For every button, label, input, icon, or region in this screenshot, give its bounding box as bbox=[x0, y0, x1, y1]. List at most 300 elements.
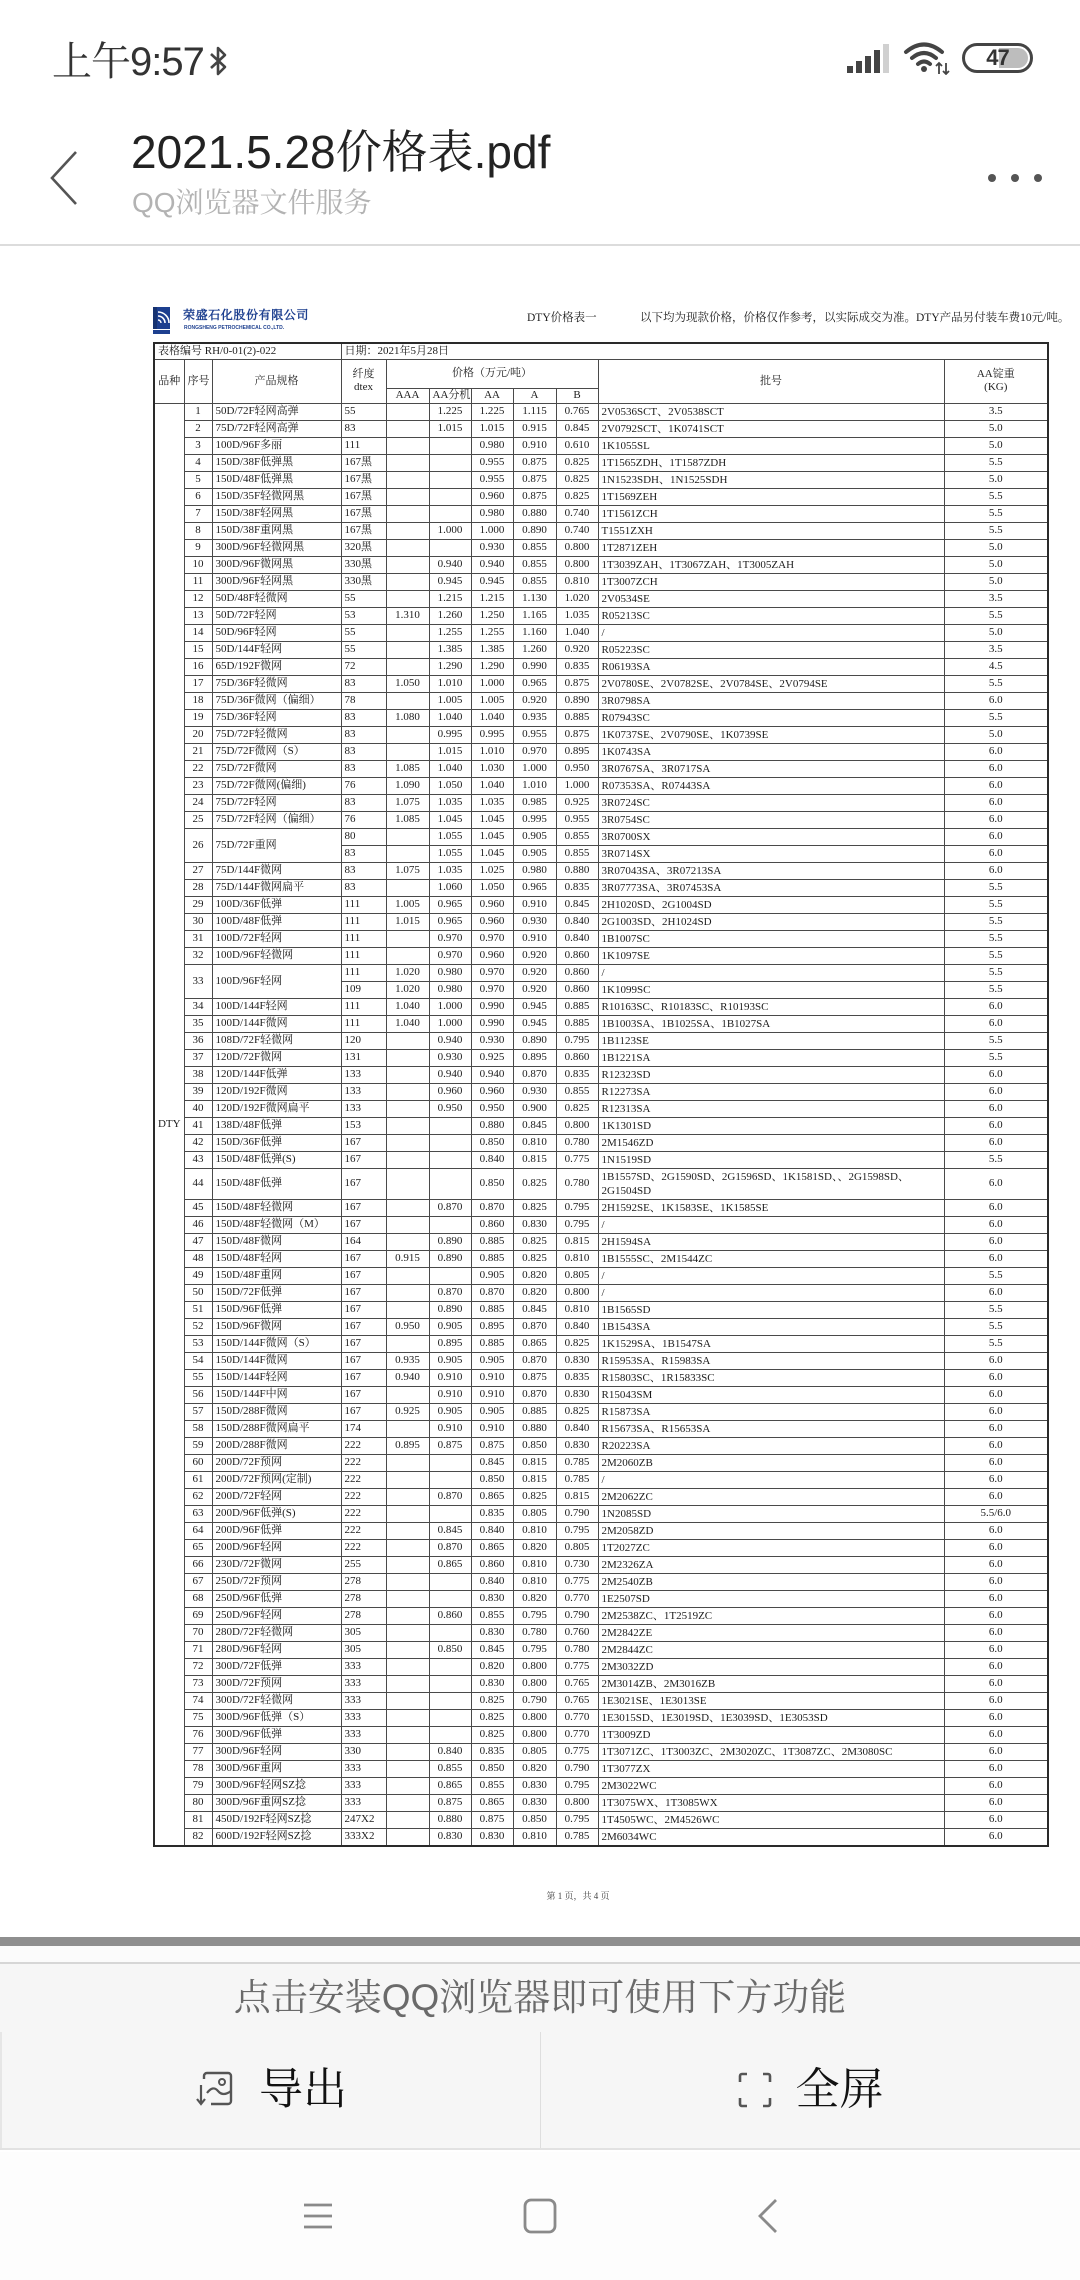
price-aaa-cell bbox=[386, 1607, 429, 1624]
price-a-cell: 0.915 bbox=[513, 420, 556, 437]
price-aa-cell: 0.830 bbox=[471, 1675, 513, 1692]
price-b-cell: 0.805 bbox=[556, 1539, 598, 1556]
row-number-cell: 70 bbox=[184, 1624, 212, 1641]
price-a-cell: 0.825 bbox=[513, 1168, 556, 1199]
status-time: 上午9:57 bbox=[52, 40, 204, 84]
price-aa-split-cell: 1.260 bbox=[429, 607, 471, 624]
batch-number-cell: 2M2060ZB bbox=[598, 1454, 944, 1471]
dtex-cell: 174 bbox=[341, 1420, 386, 1437]
batch-number-cell: 1K0743SA bbox=[598, 743, 944, 760]
price-aaa-cell bbox=[386, 556, 429, 573]
price-a-cell: 0.900 bbox=[513, 1100, 556, 1117]
row-number-cell: 31 bbox=[184, 930, 212, 947]
dtex-cell: 320黑 bbox=[341, 539, 386, 556]
product-spec-cell: 100D/36F低弹 bbox=[212, 896, 341, 913]
price-a-cell: 0.800 bbox=[513, 1675, 556, 1692]
batch-number-cell: / bbox=[598, 1267, 944, 1284]
price-a-cell: 0.845 bbox=[513, 1117, 556, 1134]
price-b-cell: 0.825 bbox=[556, 488, 598, 505]
price-a-cell: 0.870 bbox=[513, 1352, 556, 1369]
dtex-cell: 167 bbox=[341, 1168, 386, 1199]
aa-bobbin-weight-cell: 5.5 bbox=[944, 947, 1048, 964]
table-row bbox=[154, 930, 1048, 947]
aa-bobbin-weight-cell: 6.0 bbox=[944, 743, 1048, 760]
price-aa-split-cell: 1.000 bbox=[429, 998, 471, 1015]
price-b-cell: 0.790 bbox=[556, 1607, 598, 1624]
batch-number-cell: 1N1519SD bbox=[598, 1151, 944, 1168]
price-b-cell: 0.780 bbox=[556, 1168, 598, 1199]
price-b-cell: 0.885 bbox=[556, 1015, 598, 1032]
price-aaa-cell bbox=[386, 624, 429, 641]
product-spec-cell: 150D/144F中网 bbox=[212, 1386, 341, 1403]
dtex-cell: 167黑 bbox=[341, 454, 386, 471]
batch-number-cell: 1T3007ZCH bbox=[598, 573, 944, 590]
aa-bobbin-weight-cell: 5.5 bbox=[944, 1049, 1048, 1066]
batch-number-cell: R15673SA、R15653SA bbox=[598, 1420, 944, 1437]
dtex-cell: 83 bbox=[341, 879, 386, 896]
product-spec-cell: 75D/144F微网扁平 bbox=[212, 879, 341, 896]
dtex-cell: 305 bbox=[341, 1641, 386, 1658]
product-spec-cell: 150D/48F低弹 bbox=[212, 1168, 341, 1199]
price-b-cell: 0.795 bbox=[556, 1199, 598, 1216]
table-row bbox=[154, 1437, 1048, 1454]
aa-bobbin-weight-cell: 5.0 bbox=[944, 624, 1048, 641]
battery-level-text: 47 bbox=[986, 45, 1009, 70]
price-a-cell: 0.920 bbox=[513, 947, 556, 964]
price-a-cell: 0.920 bbox=[513, 692, 556, 709]
aa-bobbin-weight-cell: 6.0 bbox=[944, 1284, 1048, 1301]
dtex-cell: 55 bbox=[341, 590, 386, 607]
aa-bobbin-weight-cell: 6.0 bbox=[944, 1420, 1048, 1437]
aa-bobbin-weight-cell: 5.5 bbox=[944, 896, 1048, 913]
price-aaa-cell bbox=[386, 1420, 429, 1437]
price-aa-split-cell: 0.910 bbox=[429, 1386, 471, 1403]
price-a-cell: 0.830 bbox=[513, 1216, 556, 1233]
price-b-cell: 0.890 bbox=[556, 692, 598, 709]
price-b-cell: 0.730 bbox=[556, 1556, 598, 1573]
price-b-cell: 0.825 bbox=[556, 454, 598, 471]
dtex-cell: 247X2 bbox=[341, 1811, 386, 1828]
aa-bobbin-weight-cell: 5.5 bbox=[944, 879, 1048, 896]
product-spec-cell: 150D/48F轻微网（M） bbox=[212, 1216, 341, 1233]
product-spec-cell: 150D/144F微网（S） bbox=[212, 1335, 341, 1352]
export-button[interactable] bbox=[0, 2032, 540, 2148]
dtex-cell: 83 bbox=[341, 760, 386, 777]
dtex-cell: 83 bbox=[341, 794, 386, 811]
price-a-cell: 0.870 bbox=[513, 1066, 556, 1083]
price-aa-cell: 1.045 bbox=[471, 811, 513, 828]
product-spec-cell: 120D/144F低弹 bbox=[212, 1066, 341, 1083]
table-row bbox=[154, 1794, 1048, 1811]
table-row bbox=[154, 1403, 1048, 1420]
column-header-batch: 批号 bbox=[598, 359, 944, 403]
table-row bbox=[154, 896, 1048, 913]
product-spec-cell: 300D/96F微网黑 bbox=[212, 556, 341, 573]
price-b-cell: 0.800 bbox=[556, 1117, 598, 1134]
column-header-no: 序号 bbox=[184, 359, 212, 403]
price-b-cell: 0.795 bbox=[556, 1216, 598, 1233]
product-spec-cell: 75D/36F微网（偏细） bbox=[212, 692, 341, 709]
home-button[interactable] bbox=[510, 2192, 570, 2240]
price-b-cell: 0.860 bbox=[556, 947, 598, 964]
dtex-cell: 83 bbox=[341, 726, 386, 743]
price-aaa-cell bbox=[386, 1726, 429, 1743]
aa-bobbin-weight-cell: 6.0 bbox=[944, 1199, 1048, 1216]
price-aa-cell: 0.930 bbox=[471, 1032, 513, 1049]
batch-number-cell: 2M2062ZC bbox=[598, 1488, 944, 1505]
aa-bobbin-weight-cell: 6.0 bbox=[944, 1641, 1048, 1658]
price-a-cell: 0.810 bbox=[513, 1134, 556, 1151]
dtex-cell: 167 bbox=[341, 1250, 386, 1267]
dtex-cell: 333 bbox=[341, 1658, 386, 1675]
product-spec-cell: 75D/72F微网（S） bbox=[212, 743, 341, 760]
table-row bbox=[154, 437, 1048, 454]
price-aa-cell: 1.025 bbox=[471, 862, 513, 879]
aa-bobbin-weight-cell: 6.0 bbox=[944, 828, 1048, 845]
price-aa-cell: 1.005 bbox=[471, 692, 513, 709]
batch-number-cell: / bbox=[598, 624, 944, 641]
price-aa-split-cell: 0.895 bbox=[429, 1335, 471, 1352]
aa-bobbin-weight-cell: 6.0 bbox=[944, 1828, 1048, 1846]
price-b-cell: 0.785 bbox=[556, 1828, 598, 1846]
table-row bbox=[154, 1032, 1048, 1049]
table-row bbox=[154, 1199, 1048, 1216]
table-row bbox=[154, 1369, 1048, 1386]
row-number-cell: 34 bbox=[184, 998, 212, 1015]
price-aa-cell: 0.830 bbox=[471, 1828, 513, 1846]
aa-bobbin-weight-cell: 6.0 bbox=[944, 1760, 1048, 1777]
table-row bbox=[154, 1318, 1048, 1335]
price-b-cell: 0.610 bbox=[556, 437, 598, 454]
price-aa-cell: 0.955 bbox=[471, 454, 513, 471]
price-a-cell: 0.820 bbox=[513, 1267, 556, 1284]
price-aa-split-cell: 0.870 bbox=[429, 1284, 471, 1301]
more-options-button[interactable] bbox=[982, 164, 1048, 192]
product-spec-cell: 250D/72F预网 bbox=[212, 1573, 341, 1590]
price-aaa-cell bbox=[386, 1590, 429, 1607]
price-b-cell: 0.860 bbox=[556, 964, 598, 981]
price-aaa-cell bbox=[386, 692, 429, 709]
table-row bbox=[154, 1471, 1048, 1488]
table-row bbox=[154, 811, 1048, 828]
price-a-cell: 0.805 bbox=[513, 1743, 556, 1760]
price-aaa-cell bbox=[386, 1641, 429, 1658]
price-aa-cell: 1.035 bbox=[471, 794, 513, 811]
price-a-cell: 0.990 bbox=[513, 658, 556, 675]
table-row bbox=[154, 1505, 1048, 1522]
aa-bobbin-weight-cell: 5.5 bbox=[944, 675, 1048, 692]
price-aa-split-cell bbox=[429, 1471, 471, 1488]
price-aa-cell: 0.865 bbox=[471, 1794, 513, 1811]
aa-bobbin-weight-cell: 3.5 bbox=[944, 641, 1048, 658]
price-aa-cell: 0.885 bbox=[471, 1335, 513, 1352]
price-aa-cell: 1.010 bbox=[471, 743, 513, 760]
column-header-weight-unit: (KG) bbox=[984, 381, 1008, 393]
install-prompt[interactable]: 点击安装QQ浏览器即可使用下方功能 bbox=[233, 1977, 847, 2018]
row-number-cell: 64 bbox=[184, 1522, 212, 1539]
price-aa-split-cell: 0.910 bbox=[429, 1369, 471, 1386]
price-a-cell: 0.930 bbox=[513, 913, 556, 930]
price-aa-cell: 0.870 bbox=[471, 1284, 513, 1301]
price-b-cell: 0.760 bbox=[556, 1624, 598, 1641]
table-row bbox=[154, 1624, 1048, 1641]
product-spec-cell: 150D/38F低弹黑 bbox=[212, 454, 341, 471]
batch-number-cell: 3R07773SA、3R07453SA bbox=[598, 879, 944, 896]
aa-bobbin-weight-cell: 6.0 bbox=[944, 1066, 1048, 1083]
price-a-cell: 0.830 bbox=[513, 1777, 556, 1794]
feature-panel bbox=[0, 1964, 1080, 2150]
price-aaa-cell: 1.040 bbox=[386, 998, 429, 1015]
dtex-cell: 55 bbox=[341, 641, 386, 658]
price-aa-cell: 0.875 bbox=[471, 1437, 513, 1454]
aa-bobbin-weight-cell: 5.0 bbox=[944, 471, 1048, 488]
price-aa-split-cell bbox=[429, 1692, 471, 1709]
aa-bobbin-weight-cell: 5.5 bbox=[944, 1151, 1048, 1168]
dtex-cell: 133 bbox=[341, 1066, 386, 1083]
price-aa-split-cell bbox=[429, 1134, 471, 1151]
product-spec-cell: 120D/192F微网扁平 bbox=[212, 1100, 341, 1117]
price-aaa-cell bbox=[386, 1216, 429, 1233]
dtex-cell: 111 bbox=[341, 896, 386, 913]
product-spec-cell: 100D/48F低弹 bbox=[212, 913, 341, 930]
batch-number-cell: R12323SD bbox=[598, 1066, 944, 1083]
price-aaa-cell: 1.015 bbox=[386, 913, 429, 930]
table-row bbox=[154, 1556, 1048, 1573]
row-number-cell: 18 bbox=[184, 692, 212, 709]
product-spec-cell: 200D/72F预网 bbox=[212, 1454, 341, 1471]
aa-bobbin-weight-cell: 5.5 bbox=[944, 1032, 1048, 1049]
price-aa-cell: 0.970 bbox=[471, 981, 513, 998]
batch-number-cell: 1T2027ZC bbox=[598, 1539, 944, 1556]
table-row bbox=[154, 590, 1048, 607]
row-number-cell: 52 bbox=[184, 1318, 212, 1335]
aa-bobbin-weight-cell: 6.0 bbox=[944, 1386, 1048, 1403]
price-a-cell: 0.845 bbox=[513, 1301, 556, 1318]
batch-number-cell: R12273SA bbox=[598, 1083, 944, 1100]
batch-number-cell: 1T3039ZAH、1T3067ZAH、1T3005ZAH bbox=[598, 556, 944, 573]
price-b-cell: 0.775 bbox=[556, 1573, 598, 1590]
row-number-cell: 42 bbox=[184, 1134, 212, 1151]
price-aaa-cell bbox=[386, 1117, 429, 1134]
product-spec-cell: 200D/96F低弹(S) bbox=[212, 1505, 341, 1522]
price-a-cell: 0.800 bbox=[513, 1726, 556, 1743]
row-number-cell: 44 bbox=[184, 1168, 212, 1199]
price-a-cell: 0.905 bbox=[513, 845, 556, 862]
price-a-cell: 0.790 bbox=[513, 1692, 556, 1709]
price-b-cell: 0.795 bbox=[556, 1811, 598, 1828]
price-aa-cell: 0.830 bbox=[471, 1624, 513, 1641]
price-a-cell: 0.910 bbox=[513, 437, 556, 454]
table-row bbox=[154, 1233, 1048, 1250]
price-aa-cell: 1.030 bbox=[471, 760, 513, 777]
row-number-cell: 19 bbox=[184, 709, 212, 726]
dtex-cell: 167 bbox=[341, 1199, 386, 1216]
table-row bbox=[154, 675, 1048, 692]
system-back-button[interactable] bbox=[738, 2192, 798, 2240]
price-aa-cell: 1.000 bbox=[471, 675, 513, 692]
table-row bbox=[154, 964, 1048, 981]
price-aaa-cell bbox=[386, 947, 429, 964]
form-number: 表格编号 RH/0-01(2)-022 bbox=[154, 343, 341, 359]
price-b-cell: 0.825 bbox=[556, 1335, 598, 1352]
price-a-cell: 0.815 bbox=[513, 1454, 556, 1471]
price-aa-cell: 0.970 bbox=[471, 930, 513, 947]
aa-bobbin-weight-cell: 5.0 bbox=[944, 437, 1048, 454]
price-aa-split-cell: 1.010 bbox=[429, 675, 471, 692]
product-spec-cell: 100D/144F轻网 bbox=[212, 998, 341, 1015]
price-aa-cell: 0.840 bbox=[471, 1573, 513, 1590]
dtex-cell: 120 bbox=[341, 1032, 386, 1049]
price-aa-cell: 0.930 bbox=[471, 539, 513, 556]
price-aa-split-cell: 1.015 bbox=[429, 420, 471, 437]
fullscreen-button[interactable] bbox=[540, 2032, 1080, 2148]
price-aaa-cell bbox=[386, 1539, 429, 1556]
dtex-cell: 83 bbox=[341, 845, 386, 862]
dtex-cell: 167 bbox=[341, 1352, 386, 1369]
price-a-cell: 0.870 bbox=[513, 1386, 556, 1403]
dtex-cell: 222 bbox=[341, 1505, 386, 1522]
batch-number-cell: 2V0536SCT、2V0538SCT bbox=[598, 403, 944, 420]
aa-bobbin-weight-cell: 6.0 bbox=[944, 862, 1048, 879]
price-b-cell: 0.765 bbox=[556, 403, 598, 420]
product-spec-cell: 150D/38F轻网黑 bbox=[212, 505, 341, 522]
price-aa-cell: 0.885 bbox=[471, 1233, 513, 1250]
table-row bbox=[154, 726, 1048, 743]
price-aaa-cell bbox=[386, 1100, 429, 1117]
product-spec-cell: 280D/72F轻微网 bbox=[212, 1624, 341, 1641]
dtex-cell: 167 bbox=[341, 1386, 386, 1403]
table-row bbox=[154, 573, 1048, 590]
row-number-cell: 49 bbox=[184, 1267, 212, 1284]
batch-number-cell: 2M1546ZD bbox=[598, 1134, 944, 1151]
product-spec-cell: 138D/48F低弹 bbox=[212, 1117, 341, 1134]
product-spec-cell: 200D/96F低弹 bbox=[212, 1522, 341, 1539]
price-aa-split-cell: 1.005 bbox=[429, 692, 471, 709]
row-number-cell: 20 bbox=[184, 726, 212, 743]
price-aa-cell: 0.905 bbox=[471, 1352, 513, 1369]
home-square-icon bbox=[523, 2198, 557, 2234]
product-spec-cell: 100D/96F多丽 bbox=[212, 437, 341, 454]
price-a-cell: 0.935 bbox=[513, 709, 556, 726]
table-row bbox=[154, 913, 1048, 930]
price-b-cell: 0.840 bbox=[556, 913, 598, 930]
table-row bbox=[154, 1134, 1048, 1151]
price-a-cell: 0.910 bbox=[513, 930, 556, 947]
price-a-cell: 0.820 bbox=[513, 1760, 556, 1777]
back-button[interactable] bbox=[40, 146, 88, 210]
dtex-cell: 83 bbox=[341, 743, 386, 760]
row-number-cell: 59 bbox=[184, 1437, 212, 1454]
price-aa-split-cell: 0.840 bbox=[429, 1743, 471, 1760]
dtex-cell: 111 bbox=[341, 930, 386, 947]
dtex-cell: 53 bbox=[341, 607, 386, 624]
table-row bbox=[154, 879, 1048, 896]
price-a-cell: 0.945 bbox=[513, 998, 556, 1015]
more-dots-icon bbox=[988, 174, 996, 182]
price-a-cell: 0.825 bbox=[513, 1199, 556, 1216]
price-b-cell: 0.780 bbox=[556, 1641, 598, 1658]
wifi-icon bbox=[903, 41, 951, 75]
aa-bobbin-weight-cell: 6.0 bbox=[944, 1573, 1048, 1590]
batch-number-cell: R07943SC bbox=[598, 709, 944, 726]
batch-number-cell: 2V0792SCT、1K0741SCT bbox=[598, 420, 944, 437]
price-aaa-cell bbox=[386, 403, 429, 420]
price-aa-split-cell: 0.950 bbox=[429, 1100, 471, 1117]
price-aa-split-cell: 0.905 bbox=[429, 1352, 471, 1369]
price-aa-split-cell: 0.860 bbox=[429, 1607, 471, 1624]
price-b-cell: 0.800 bbox=[556, 539, 598, 556]
price-a-cell: 0.920 bbox=[513, 964, 556, 981]
price-aa-split-cell bbox=[429, 488, 471, 505]
price-aa-cell: 0.960 bbox=[471, 1083, 513, 1100]
price-aaa-cell bbox=[386, 641, 429, 658]
recent-apps-button[interactable] bbox=[288, 2192, 348, 2240]
price-b-cell: 0.785 bbox=[556, 1471, 598, 1488]
price-a-cell: 0.795 bbox=[513, 1607, 556, 1624]
price-aa-cell: 0.885 bbox=[471, 1301, 513, 1318]
dtex-cell: 80 bbox=[341, 828, 386, 845]
batch-number-cell: 2V0780SE、2V0782SE、2V0784SE、2V0794SE bbox=[598, 675, 944, 692]
price-b-cell: 0.840 bbox=[556, 930, 598, 947]
product-spec-cell: 280D/96F轻网 bbox=[212, 1641, 341, 1658]
price-b-cell: 0.835 bbox=[556, 1066, 598, 1083]
column-header-variety: 品种 bbox=[154, 359, 184, 403]
price-aa-cell: 0.825 bbox=[471, 1692, 513, 1709]
price-aa-split-cell: 0.970 bbox=[429, 930, 471, 947]
price-b-cell: 0.800 bbox=[556, 556, 598, 573]
product-spec-cell: 50D/72F轻网 bbox=[212, 607, 341, 624]
row-number-cell: 17 bbox=[184, 675, 212, 692]
table-row bbox=[154, 556, 1048, 573]
aa-bobbin-weight-cell: 5.5 bbox=[944, 981, 1048, 998]
row-number-cell: 25 bbox=[184, 811, 212, 828]
batch-number-cell: 2V0534SE bbox=[598, 590, 944, 607]
price-a-cell: 0.850 bbox=[513, 1811, 556, 1828]
row-number-cell: 80 bbox=[184, 1794, 212, 1811]
price-aaa-cell bbox=[386, 1267, 429, 1284]
price-aa-split-cell: 1.385 bbox=[429, 641, 471, 658]
panel-separator bbox=[0, 1946, 1080, 1964]
price-aa-split-cell: 0.870 bbox=[429, 1199, 471, 1216]
column-header-aa: AA bbox=[471, 388, 513, 403]
table-row bbox=[154, 998, 1048, 1015]
product-spec-cell: 75D/144F微网 bbox=[212, 862, 341, 879]
price-a-cell: 1.165 bbox=[513, 607, 556, 624]
aa-bobbin-weight-cell: 6.0 bbox=[944, 794, 1048, 811]
price-b-cell: 0.765 bbox=[556, 1692, 598, 1709]
price-aaa-cell: 1.050 bbox=[386, 675, 429, 692]
price-aa-split-cell: 0.865 bbox=[429, 1556, 471, 1573]
price-a-cell: 0.880 bbox=[513, 1420, 556, 1437]
aa-bobbin-weight-cell: 6.0 bbox=[944, 1437, 1048, 1454]
price-a-cell: 0.795 bbox=[513, 1641, 556, 1658]
aa-bobbin-weight-cell: 5.5 bbox=[944, 709, 1048, 726]
price-aaa-cell bbox=[386, 420, 429, 437]
row-number-cell: 14 bbox=[184, 624, 212, 641]
batch-number-cell: 3R0724SC bbox=[598, 794, 944, 811]
dtex-cell: 167 bbox=[341, 1369, 386, 1386]
batch-number-cell: 1T3071ZC、1T3003ZC、2M3020ZC、1T3087ZC、2M3080SC bbox=[598, 1743, 944, 1760]
batch-number-cell: 3R0754SC bbox=[598, 811, 944, 828]
batch-number-cell: 1B1557SD、2G1590SD、2G1596SD、1K1581SD、、2G1598SD、2G1504SD bbox=[598, 1168, 944, 1199]
price-aa-cell: 0.885 bbox=[471, 1250, 513, 1267]
form-info-row bbox=[154, 343, 1048, 359]
row-number-cell: 56 bbox=[184, 1386, 212, 1403]
row-number-cell: 13 bbox=[184, 607, 212, 624]
price-aa-cell: 1.045 bbox=[471, 828, 513, 845]
row-number-cell: 41 bbox=[184, 1117, 212, 1134]
price-a-cell: 0.895 bbox=[513, 1049, 556, 1066]
